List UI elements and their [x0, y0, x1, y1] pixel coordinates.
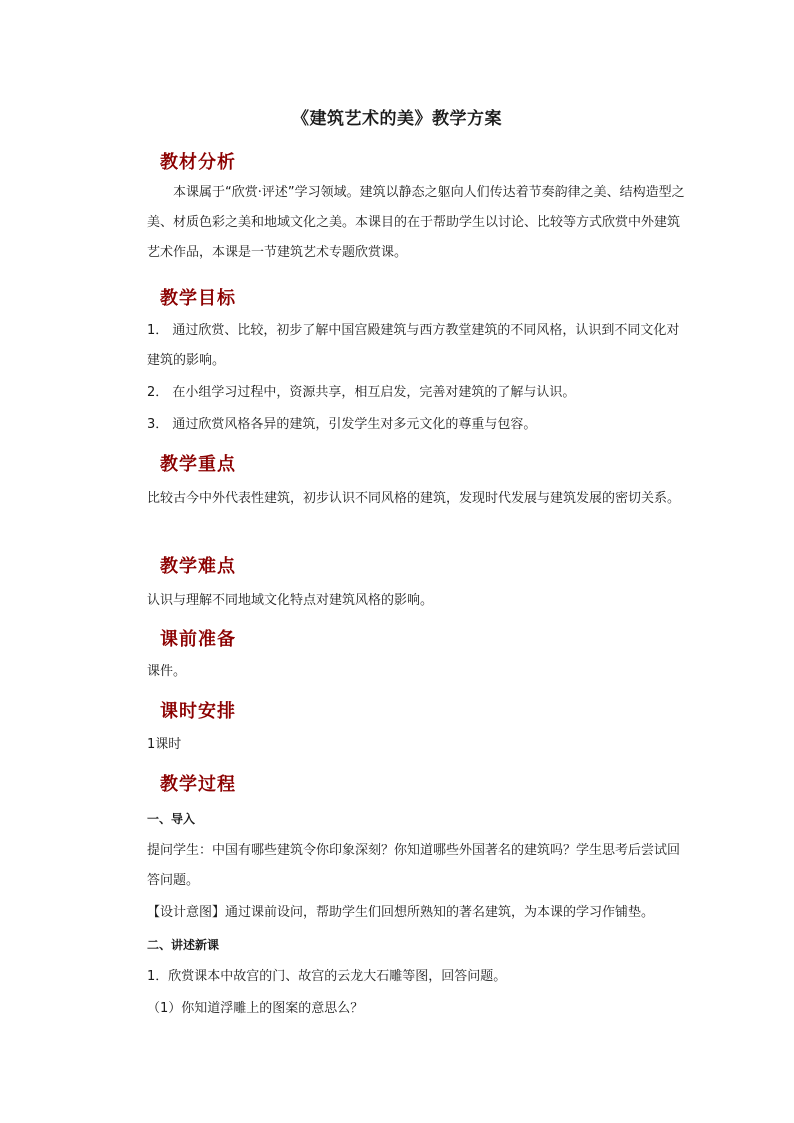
process-part1-design: 【设计意图】通过课前设问，帮助学生们回想所熟知的著名建筑，为本课的学习作铺垫。 [147, 905, 655, 920]
paragraph-prep: 课件。 [147, 664, 187, 679]
goal-item-1: 1． 通过欣赏、比较，初步了解中国宫殿建筑与西方教堂建筑的不同风格，认识到不同文化对建筑的影响。 [147, 323, 680, 368]
heading-key: 教学重点 [160, 454, 236, 475]
process-part2-item1-q1: （1）你知道浮雕上的图案的意思么？ [147, 1001, 364, 1016]
process-part2-title: 二、讲述新课 [147, 938, 220, 952]
heading-analysis: 教材分析 [160, 152, 236, 173]
paragraph-analysis: 本课属于“欣赏·评述”学习领域。建筑以静态之躯向人们传达着节奏韵律之美、结构造型之美、材质色彩之美和地域文化之美。本课目的在于帮助学生以讨论、比较等方式欣赏中外建筑艺术作品，本课是一节建筑艺术专题欣赏课。 [147, 185, 685, 260]
heading-prep: 课前准备 [160, 629, 236, 650]
heading-schedule: 课时安排 [160, 701, 236, 722]
paragraph-schedule: 1课时 [147, 737, 182, 752]
process-part1-title: 一、导入 [147, 812, 196, 826]
heading-difficulty: 教学难点 [160, 556, 236, 577]
paragraph-difficulty: 认识与理解不同地域文化特点对建筑风格的影响。 [147, 593, 434, 608]
goal-item-2: 2． 在小组学习过程中，资源共享，相互启发，完善对建筑的了解与认识。 [147, 385, 576, 400]
goal-item-3: 3． 通过欣赏风格各异的建筑，引发学生对多元文化的尊重与包容。 [147, 417, 537, 432]
process-part1-text: 提问学生：中国有哪些建筑令你印象深刻？你知道哪些外国著名的建筑吗？学生思考后尝试回答问题。 [147, 843, 681, 888]
document-title: 《建筑艺术的美》教学方案 [292, 109, 502, 129]
heading-process: 教学过程 [160, 774, 236, 795]
heading-goals: 教学目标 [160, 288, 236, 309]
paragraph-key: 比较古今中外代表性建筑，初步认识不同风格的建筑，发现时代发展与建筑发展的密切关系。 [147, 491, 681, 506]
process-part2-item1: 1．欣赏课本中故宫的门、故宫的云龙大石雕等图，回答问题。 [147, 969, 507, 984]
